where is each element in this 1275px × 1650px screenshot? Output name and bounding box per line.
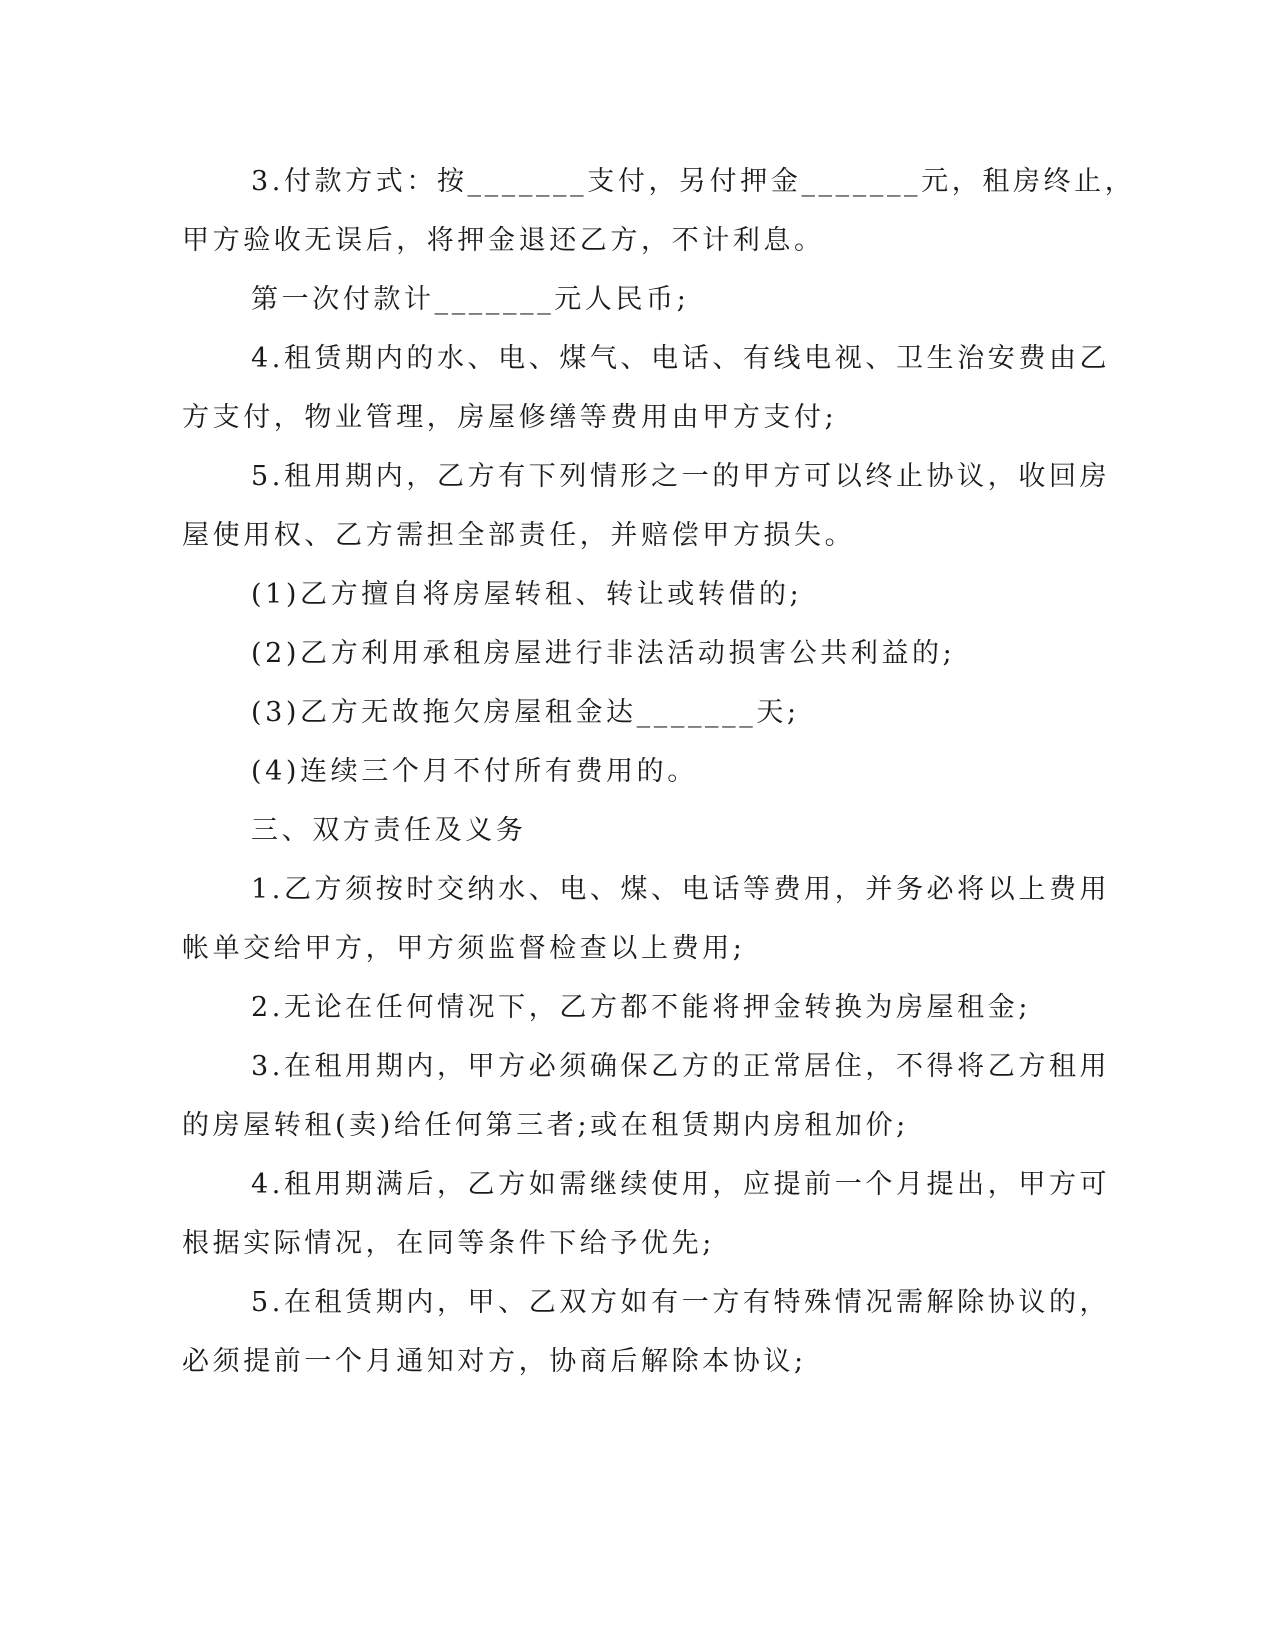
text-line: 屋使用权、乙方需担全部责任，并赔偿甲方损失。 — [182, 520, 856, 551]
text-line: 甲方验收无误后，将押金退还乙方，不计利息。 — [182, 225, 825, 256]
contract-text — [182, 152, 1136, 1391]
text-line: (3)乙方无故拖欠房屋租金达_______天; — [251, 697, 800, 728]
text-line: 5.在租赁期内，甲、乙双方如有一方有特殊情况需解除协议的， — [251, 1287, 1111, 1318]
text-line: (4)连续三个月不付所有费用的。 — [251, 756, 698, 787]
text-line: 的房屋转租(卖)给任何第三者;或在租赁期内房租加价; — [182, 1110, 909, 1141]
text-line: 1.乙方须按时交纳水、电、煤、电话等费用，并务必将以上费用 — [251, 874, 1111, 905]
text-line: 4.租用期满后，乙方如需继续使用，应提前一个月提出，甲方可 — [251, 1169, 1111, 1200]
text-line: 第一次付款计_______元人民币; — [251, 284, 690, 315]
text-line: (2)乙方利用承租房屋进行非法活动损害公共利益的; — [251, 638, 956, 669]
text-line: 必须提前一个月通知对方，协商后解除本协议; — [182, 1346, 807, 1377]
text-line: 2.无论在任何情况下，乙方都不能将押金转换为房屋租金; — [251, 992, 1032, 1023]
text-line: 5.租用期内，乙方有下列情形之一的甲方可以终止协议，收回房 — [251, 461, 1111, 492]
section-heading: 三、双方责任及义务 — [251, 815, 527, 846]
text-line: 3.付款方式：按_______支付，另付押金_______元，租房终止， — [251, 166, 1136, 197]
text-line: 帐单交给甲方，甲方须监督检查以上费用; — [182, 933, 746, 964]
text-line: 根据实际情况，在同等条件下给予优先; — [182, 1228, 715, 1259]
text-line: 3.在租用期内，甲方必须确保乙方的正常居住，不得将乙方租用 — [251, 1051, 1111, 1082]
text-line: (1)乙方擅自将房屋转租、转让或转借的; — [251, 579, 803, 610]
text-line: 方支付，物业管理，房屋修缮等费用由甲方支付; — [182, 402, 838, 433]
text-line: 4.租赁期内的水、电、煤气、电话、有线电视、卫生治安费由乙 — [251, 343, 1111, 374]
